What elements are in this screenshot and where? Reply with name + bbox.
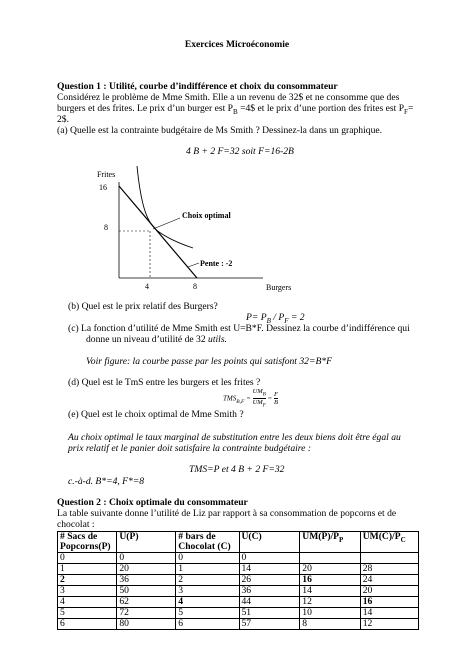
q1-e-answer-line2: prix relatif et le panier doit satisfaire la contrainte budgétaire : — [68, 443, 312, 454]
q1-d-tms-sub: B,F — [236, 398, 245, 405]
graph-x-tick-4: 4 — [145, 282, 149, 291]
q2-heading: Question 2 : Choix optimale du consommateur — [57, 497, 248, 508]
q1-e-result: c.-à-d. B*=4, F*=8 — [68, 476, 145, 487]
q1-b-eq-c: = 2 — [288, 312, 305, 323]
table-cell: 10 — [300, 608, 360, 619]
table-row — [58, 597, 419, 608]
q1-c-line2 — [86, 334, 227, 345]
q1-intro-line3: 2$. — [57, 114, 69, 125]
table-cell: 44 — [239, 597, 300, 608]
graph-x-tick-8: 8 — [193, 282, 197, 291]
table-cell: 50 — [117, 586, 176, 597]
table-header-u-c: U(C) — [239, 532, 300, 553]
table-cell: 51 — [239, 608, 300, 619]
q1-b-eq-sub-f: F — [284, 316, 289, 325]
graph-slope-label: Pente : -2 — [200, 259, 233, 268]
table-cell: 1 — [176, 564, 239, 575]
table-cell-highlight: 2 — [58, 575, 117, 586]
q1-a-equation: 4 B + 2 F=32 soit F=16-2B — [186, 146, 294, 157]
q1-intro-line1: Considérez le problème de Mme Smith. Elle a un revenu de 32$ et ne consomme que des — [57, 92, 400, 103]
document-title: Exercices Microéconomie — [184, 39, 290, 50]
graph-x-label: Burgers — [266, 283, 292, 292]
table-cell: 6 — [58, 619, 117, 630]
table-header-row — [58, 532, 419, 553]
q1-d-equation: $TMS_{B,F}$ = $\frac{UM_B}{UM_F}$ = $\frac{F}{B}$ — [223, 388, 278, 409]
table-row — [58, 586, 419, 597]
q1-intro-sub-f: F — [404, 107, 408, 116]
table-header-um-c-sub: C — [400, 535, 406, 544]
q1-b-eq-sub-b: B — [266, 316, 271, 325]
q2-intro-line1: La table suivante donne l’utilité de Liz par rapport à sa consommation de popcorns et de — [57, 508, 397, 519]
table-row — [58, 619, 419, 630]
table-cell: 5 — [176, 608, 239, 619]
table-cell: 8 — [300, 619, 360, 630]
table-cell: 14 — [300, 586, 360, 597]
q1-c-line1: (c) La fonction d’utilité de Mme Smith est U=B*F. Dessinez la courbe d’indifférence qui — [68, 323, 410, 334]
table-cell: 1 — [58, 564, 117, 575]
table-cell: 0 — [176, 553, 239, 564]
q1-d-den1: UM — [252, 399, 263, 407]
table-header-u-p: U(P) — [117, 532, 176, 553]
table-header-popcorn-qty: # Sacs de Popcorns(P) — [58, 532, 117, 553]
q1-c-line2-a: donne un niveau d’utilité de 32 — [86, 334, 209, 345]
slope-pointer — [188, 263, 199, 267]
graph-y-label: Frites — [97, 170, 116, 179]
q2-intro-line2: chocolat : — [57, 519, 95, 530]
q1-d-frac2 — [274, 391, 278, 406]
q1-intro-line2-a: burgers et des frites. Le prix d’un burger est P — [57, 103, 234, 114]
table-row — [58, 575, 419, 586]
table-cell: 24 — [360, 575, 418, 586]
table-cell: 14 — [239, 564, 300, 575]
table-cell: 26 — [239, 575, 300, 586]
table-header-um-c — [360, 532, 418, 553]
table-cell: 3 — [176, 586, 239, 597]
q1-intro-sub-b: B — [233, 107, 238, 116]
table-header-um-p-text: UM(P)/P — [302, 531, 340, 542]
q1-d-frac1 — [253, 388, 266, 410]
table-cell-highlight: 4 — [176, 597, 239, 608]
table-cell: 6 — [176, 619, 239, 630]
q1-d-num2: F — [273, 391, 278, 399]
table-cell: 5 — [58, 608, 117, 619]
optimum-pointer — [153, 218, 180, 229]
table-cell: 0 — [58, 553, 117, 564]
table-cell: 0 — [239, 553, 300, 564]
table-header-um-p — [300, 532, 360, 553]
table-cell: 57 — [239, 619, 300, 630]
q1-d-num1: UM — [252, 388, 263, 395]
table-cell: 20 — [360, 586, 418, 597]
table-header-um-p-sub: P — [339, 535, 344, 544]
q1-b-eq-a: P= P — [246, 312, 267, 323]
q1-intro-line2-b: =4$ et le prix d’une portion des frites est P — [237, 103, 405, 114]
table-cell: 3 — [58, 586, 117, 597]
q1-d-den2: B — [273, 399, 278, 407]
q1-e-question: (e) Quel est le choix optimal de Mme Smith ? — [68, 409, 244, 420]
graph-y-tick-16: 16 — [99, 183, 107, 192]
q1-b-question: (b) Quel est le prix relatif des Burgers? — [68, 301, 218, 312]
table-cell-highlight: 16 — [300, 575, 360, 586]
table-row — [58, 564, 419, 575]
table-cell: 12 — [360, 619, 418, 630]
graph-optimum-label: Choix optimal — [182, 211, 231, 220]
table-row — [58, 553, 419, 564]
q1-d-tms: TMS — [223, 394, 237, 403]
table-cell: 62 — [117, 597, 176, 608]
table-cell: 80 — [117, 619, 176, 630]
budget-indifference-graph — [85, 166, 300, 296]
table-cell — [300, 553, 360, 564]
utility-table — [57, 531, 419, 630]
q1-e-answer-line1: Au choix optimal le taux marginal de substitution entre les deux biens doit être égal au — [68, 432, 401, 443]
table-cell: 0 — [117, 553, 176, 564]
q1-c-line2-b: utils. — [208, 334, 227, 345]
table-cell: 36 — [117, 575, 176, 586]
q1-intro-line2-c: = — [407, 103, 414, 114]
q1-heading: Question 1 : Utilité, courbe d’indifférence et choix du consommateur — [57, 81, 338, 92]
table-cell: 4 — [58, 597, 117, 608]
indifference-curve — [137, 166, 193, 248]
q1-intro-line2 — [57, 103, 413, 118]
table-cell: 12 — [300, 597, 360, 608]
table-cell: 2 — [176, 575, 239, 586]
budget-line — [119, 186, 197, 278]
table-cell: 28 — [360, 564, 418, 575]
table-cell: 72 — [117, 608, 176, 619]
table-cell-highlight: 16 — [360, 597, 418, 608]
table-cell: 20 — [300, 564, 360, 575]
table-row — [58, 608, 419, 619]
table-header-um-c-text: UM(C)/P — [362, 531, 401, 542]
q1-d-num1-sub: B — [262, 392, 266, 398]
table-cell: 20 — [117, 564, 176, 575]
table-cell: 36 — [239, 586, 300, 597]
q1-b-eq-b: / P — [270, 312, 285, 323]
table-cell — [360, 553, 418, 564]
q1-d-question: (d) Quel est le TmS entre les burgers et les frites ? — [68, 377, 261, 388]
table-cell: 14 — [360, 608, 418, 619]
q1-e-equation: TMS=P et 4 B + 2 F=32 — [189, 464, 285, 475]
table-header-chocolate-qty: # bars de Chocolat (C) — [176, 532, 239, 553]
q1-c-note: Voir figure: la courbe passe par les points qui satisfont 32=B*F — [86, 356, 332, 367]
q1-d-den1-sub: F — [262, 403, 266, 409]
q1-a-question: (a) Quelle est la contrainte budgétaire de Ms Smith ? Dessinez-la dans un graphique. — [57, 125, 383, 136]
graph-y-tick-8: 8 — [104, 223, 108, 232]
